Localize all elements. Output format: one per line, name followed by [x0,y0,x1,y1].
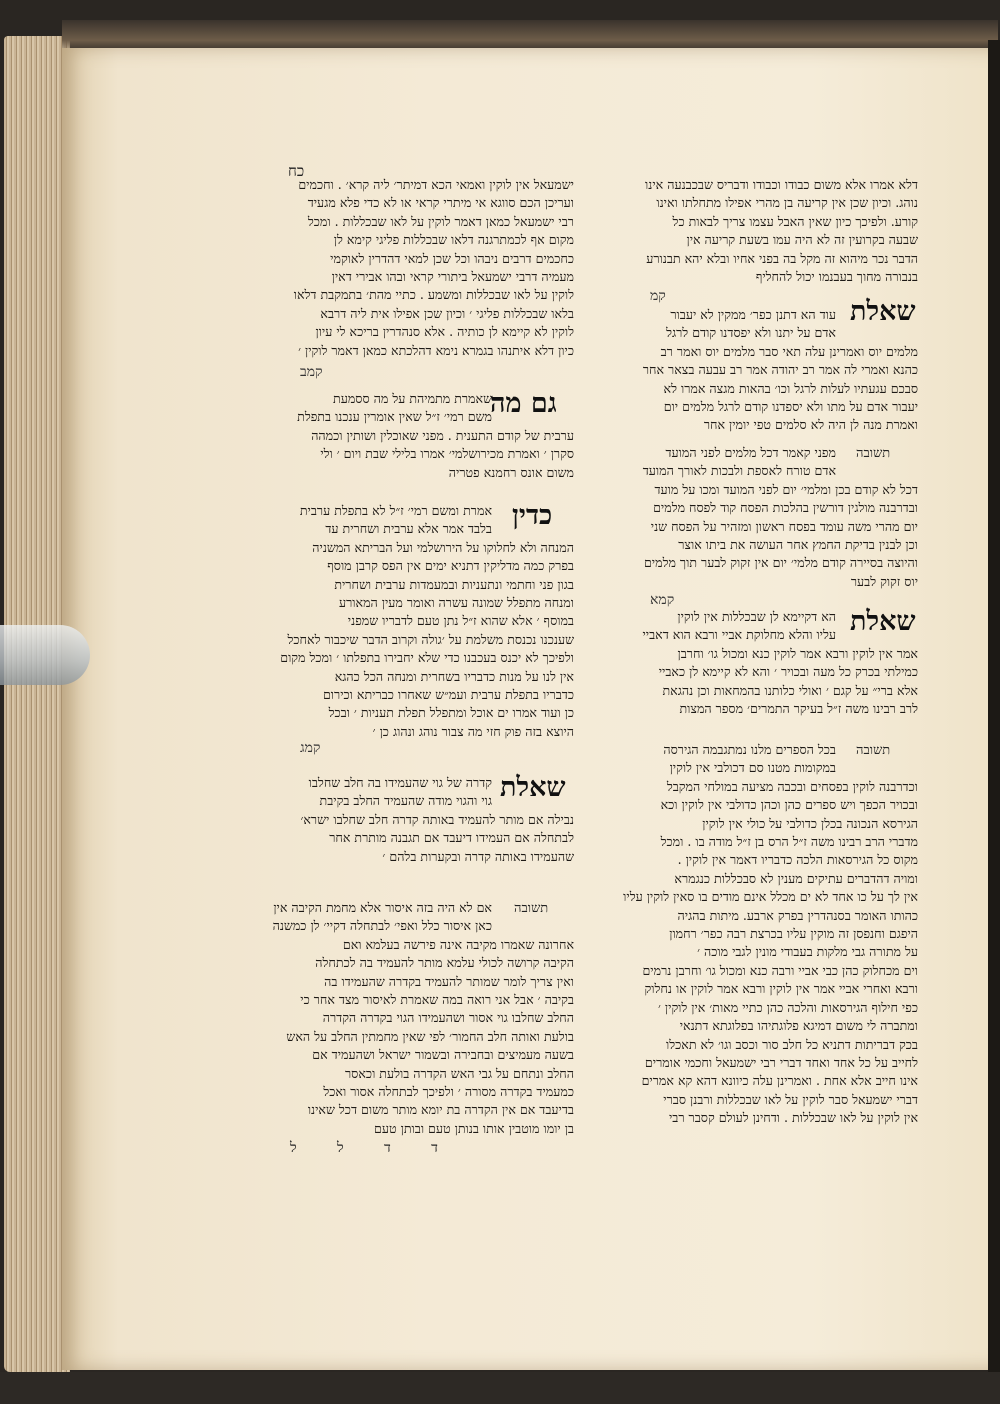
text-line: היפגם וחנפסן זה מוקין עליו בכרצת רבה כפר׳ רחמון [669,926,918,942]
text-line: בלאו שבכללות פליגי ׳ וכיון שכן אפילו אית ליה דרבא [320,305,574,321]
text-line: אדם על יתנו ולא יפסדנו קודם לרגל [666,325,836,341]
text-line: הא דקיימא לן שבכללות אין לוקין [677,609,836,624]
right-block-2 [600,306,918,435]
text-line: קדרה של גוי שהעמידו בה חלב שחלבו [308,775,492,790]
text-line: על מתורה גבי מלקות בעבודי מונין לגבי מוכה ׳ [697,944,918,960]
text-line: רבי ישמעאל כמאן דאמר לוקין על לאו שבכללות . ומכל [307,213,574,229]
text-line: הקיבה קרושה לכולי עלמא מותר להעמיד בה לכתחלה [315,955,574,971]
text-line: שבעה בקרועין זה לא היה עמו בשעת קריעה אין [686,232,918,248]
left-block-2 [258,390,574,482]
text-line: קורע. ולפיכך כיון שאין האבל עצמו צריך לבאות כל [672,213,918,229]
text-line: ומתברה לי משום דמיגא פלוגתיהו בפלוגתא דתנאי [679,1018,918,1034]
text-line: ועריכן הכם סווגא אי מיתרי קראי או לא כדי פלא מגעיד [307,195,574,211]
right-heading-she-elat-1: שאלת [850,296,916,327]
text-line: וכדרבנה לוקין בפסחים ובכבה מציעה במולחי המקבל [666,778,918,794]
text-line: בלבד אמר אלא ערבית ושחרית עד [325,521,492,537]
text-line: בשעה מעמיצים ובחבירה ובשמור ישראל ושהעמיד אם [312,1047,574,1063]
text-line: בולעת ואותה חלב החמור׳ לפי שאין מחמתין החלב על האש [286,1028,574,1044]
page-clip [0,625,90,685]
left-heading-she-elat: שאלת [500,772,566,803]
text-line: במוסף ׳ אלא שהוא ז״ל נתן טעם לדבריו שמפני [347,613,574,629]
text-line: שאמרת מתמיהת על מה ססמעת [333,391,492,406]
text-line: והיוצה בסיירה קודם מלמי׳ יום אין זקוק לבער תוך מלמים [643,555,918,571]
text-line: יוס זקוק לבער [850,573,918,589]
text-line: לוקין על לאו שבכללות ומשמע . כתיי מהת׳ בתמקבת דלאו [293,287,574,303]
text-line: משום אונס רחמנא פטריה [448,464,574,480]
text-line: בקיבה ׳ אבל אני רואה במה שאמרת לאיסור מצד אחר כי [300,992,574,1008]
text-line: יום מהרי משה עומד בפסח ראשון ומזהיר על הפסח שני [650,518,918,534]
left-heading-gam-mah: גם מה [490,388,557,419]
text-line: מעמיה דרבי ישמעאל ביתורי קראי ובהו אבירי דאין [331,269,574,285]
right-block-1 [600,176,918,286]
text-line: כחכמים דרבים ניבהו וכל שכן למאי דהדרין לאוקמי [330,250,574,266]
right-block-3-sig: קמא [650,592,675,608]
text-line: אין לנו על מנות כדבריו בשחרית ומנחה הכל כהגא [334,668,574,684]
text-line: מקוס כל הגירסאות הלכה כדבריו דאמר אין לוקין . [677,852,918,868]
right-block-4 [600,608,918,718]
text-line: אין לך על כו אחד לא ים מכלל אינם מודים בו סאין לוקין עליו [623,889,918,905]
text-line: שהעמידו באותה קדרה ובקערות בלהם ׳ [382,848,574,864]
text-line: ולפיכך לא יכנס בעכבנו כדי שלא יחבירו בתפלתו ׳ ומכל מקום [280,650,574,666]
text-line: כמילתי בכרק כל מעה ובכויר ׳ והא לא קיימא לן כאביי [658,664,918,680]
text-line: אחרונה שאמרו מקיבה אינה פירשה בעלמא ואם [342,936,574,952]
text-line: היוצא בזה פוק חזי מה צבור נוהג ונהוג כן ׳ [372,723,574,739]
text-line: משם רמי׳ ז״ל שאין אומרין ענכנו בתפלת [297,409,492,425]
text-line: ואמרת מנה לן היה לא סלמים טפי יומין אחר [703,417,918,433]
text-line: בכק דבריתות דתניא כל חלב סור וכסב וגו׳ לא תאכלו [666,1036,918,1052]
left-block-4 [258,774,574,866]
text-line: דלא אמרו אלא משום כבודו וכבודו ודבריס שבכבנעה אינו [645,177,918,192]
text-line: בדיעבד אם אין הקדרה בת יומא מותר משום דכל שאינו [307,1102,574,1118]
left-block-1-sig: קמב [300,364,323,380]
text-line: מדברי הרב רבינו משה ז״ל הרס בן ז״ל מודה בו . ומכל [660,834,918,850]
text-line: כן ועוד אמרו ים אוכל ומתפלל תפלת תעניות ׳ ובכל [328,705,574,721]
text-line: בן יומו מוטבין אותו בנותן טעם ובותן טעם [374,1120,574,1136]
text-line: החלב שחלבו גוי אסור ושהעמידו הגוי בקדרה הקדרה [322,1010,574,1026]
text-line: ורבא ואחרי אביי אמר אין לוקין ורבא אמר לוקין או נחלוק [644,981,918,997]
text-line: סבכם עגעתיו לעלות לרגל וכו׳ בהאות מגצה אמרו לא [663,380,918,396]
right-block-5 [600,741,918,1128]
right-heading-teshuvah-2: תשובה [856,743,891,758]
text-line: ובדרבנה מולגין דורשין בהלכות הפסח קוד לפסח מלמים [653,500,918,516]
text-line: בפרק כמה מדליקין דתניא ימים אין הפס קרבן מוסף [327,558,574,574]
text-line: אמר אין לוקין ורבא אמר לוקין כנא ומכול גו׳ וחרבן [677,645,918,661]
text-line: לבתחלה אם העמידו דיעבד אם תגבנה מותרת אחר [329,830,574,846]
text-line: הגירסא הנכונה בכלן כדולבי על כולי אין לוקין [702,815,918,831]
text-line: וכן לבנין בדיקת החמץ אחר העושה את ביתו אוצר [678,537,918,553]
text-line: בנבורה מחוך בעבנמו יכול להחליף [755,269,918,285]
text-line: ערבית של קודם התענית . מפני שאוכלין ושותין וכמהה [311,427,574,443]
text-line: אינו חייב אלא אחת . ואמרינן עלה כיוונא דהא קא אמרים [641,1073,918,1089]
page-edges [4,36,70,1372]
text-line: המנחה ולא לחלוקו על הירושלמי ועל הבריתא המשניה [312,539,574,555]
text-line: לחייב על כל אחד ואחד דברי רבי ישמעאל וחכמי אומרים [644,1054,918,1070]
text-line: דברי ישמעאל סבר לוקין על לאו שבכללות ורבנן סברי [663,1091,918,1107]
left-heading-teshuvah: תשובה [514,901,549,916]
text-line: מקום אף לכמתרגנה דלאו שבכללות פליגי קימא לן [333,232,574,248]
text-line: ואין צריך לומר שמותר להעמיד בקדרה שהעמידו בה [324,973,574,989]
right-block-3 [600,444,918,591]
text-line: אין לוקין על לאו שבכללות . ודחינן לעולם קסבר רבי [668,1110,918,1126]
right-block-1-sig: קמ [650,288,666,304]
text-line: אדם טורח לאספת ולבכות לאורך המועד [642,463,836,479]
text-line: יעבור אדם על מתו ולא יספדנו קודם לרגל מלמים יום [663,399,918,415]
text-line: שענכנו נכנסת משלמת על ׳גולה וקרוב הדבר שיכבור לאחכל [287,631,574,647]
text-line: וים מכחלוק כהן כבי אביי ורבה כנא ומכול גו׳ וחרבן נרמים [642,962,918,978]
text-line: בכל הספרים מלנו נמתגבמה הגירסה [663,742,836,757]
text-line: הדבר נכר מיהוא זה מקל בה בפני אחיו ובלא יהא תבנורע [646,250,918,266]
text-line: מפני קאמר דכל מלמים לפני המועד [665,445,836,460]
text-line: ובכויר הכפך ויש ספרים כהן וכהן כדולבי אין לוקין וכא [660,797,918,813]
left-block-5 [258,899,574,1138]
left-heading-kadin: כדין [512,500,553,531]
catchwords: ד ד ל ל [290,1140,456,1156]
text-line: אמרת ומשם רמי׳ ז״ל לא בתפלת ערבית [299,503,492,518]
text-line: החלב ונתחם על גבי האש הקדרה בולעת וכאסר [345,1065,574,1081]
text-line: אם לא היה בזה איסור אלא מחמת הקיבה אין [273,900,492,915]
text-line: כהנא ואמרי לה אמר רב יהודה אמר רב עבעה בצאר אחר [642,362,918,378]
text-line: כדבריו בתפלת ערבית ועמ״ש שאחרו כבריתא וכירום [322,687,574,703]
text-line: כאן איסור כלל ואפי׳ לבתחלה דקיי׳ לן כמשנה [272,918,492,934]
text-line: לוקין לא קיימא לן כותיה . אלא סנהדרין בריכא לי עיון [315,324,574,340]
text-line: דכל לא קודם בכן ומלמי׳ יום לפני המועד ומכו על מועד [654,481,918,497]
left-block-3 [258,502,574,741]
text-line: אלא ברי״ על קגם ׳ ואולי כלותנו בהמחאות וכן נהגאת [662,682,918,698]
text-line: בגון פני וחתמי ונתעניות ובמעמדות ערבית ושחרית [334,576,574,592]
text-line: כפי חילוף הגירסאות והלכה כהן כתיי מאות׳ אין לוקין ׳ [658,999,918,1015]
text-line: ומנחה מתפלל שמונה עשרה ואומר מעין המאורע [338,595,574,611]
right-heading-teshuvah-1: תשובה [856,446,891,461]
text-line: כמעמיד בקדרה מסורה ׳ ולפיכך לבתחלה אסור ואכל [323,1084,574,1100]
text-line: ומויה דהדברים עתיקים מענין לא סבכללות כנגמרא [674,870,918,886]
text-line: עליו והלא מחלוקת אביי ורבא הוא דאביי [642,627,836,643]
text-line: לרב רבינו משה ז״ל בעיקר התמרים׳ מספר המצות [679,701,918,717]
text-line: נוהג. וכיון שכן אין קריעה בן מהרי אפילו מתחלתו ואינו [656,195,918,211]
text-line: סקרן ׳ ואמרת מכירושלמי׳ אמרו בלילי שבת ויום ׳ ולי [320,446,574,462]
text-line: כיון דלא איתנהו בגמרא נימא דהלכתא כמאן דאמר לוקין ׳ [298,342,574,358]
left-block-3-sig: קמג [300,740,321,756]
text-line: במקומות מטנו סם דכולבי אין לוקין [669,760,836,776]
folio-number: כח [288,162,305,180]
text-line: מלמים יוס ואמרינן עלה תאי סבר מלמים יוס ואמר רב [660,343,918,359]
text-line: נבילה אם מותר להעמיד באותה קדרה חלב שחלבו ישרא׳ [300,811,574,827]
text-line: עוד הא דתנן כפר׳ ממקין לא יעבור [670,307,836,322]
text-line: גוי והגוי מודה שהעמיד החלב בקיבת [319,793,492,809]
text-line: ישמעאל אין לוקין ואמאי הכא דמיתר׳ ליה קרא׳ . וחכמים [298,177,574,192]
right-edge [988,40,1000,1380]
left-block-1 [258,176,574,360]
bottom-edge [0,1372,1000,1404]
right-heading-she-elat-2: שאלת [850,606,916,637]
text-line: כהותו האומר בסנהדרין בפרק ארבע. מיתות בהגיה [677,907,918,923]
